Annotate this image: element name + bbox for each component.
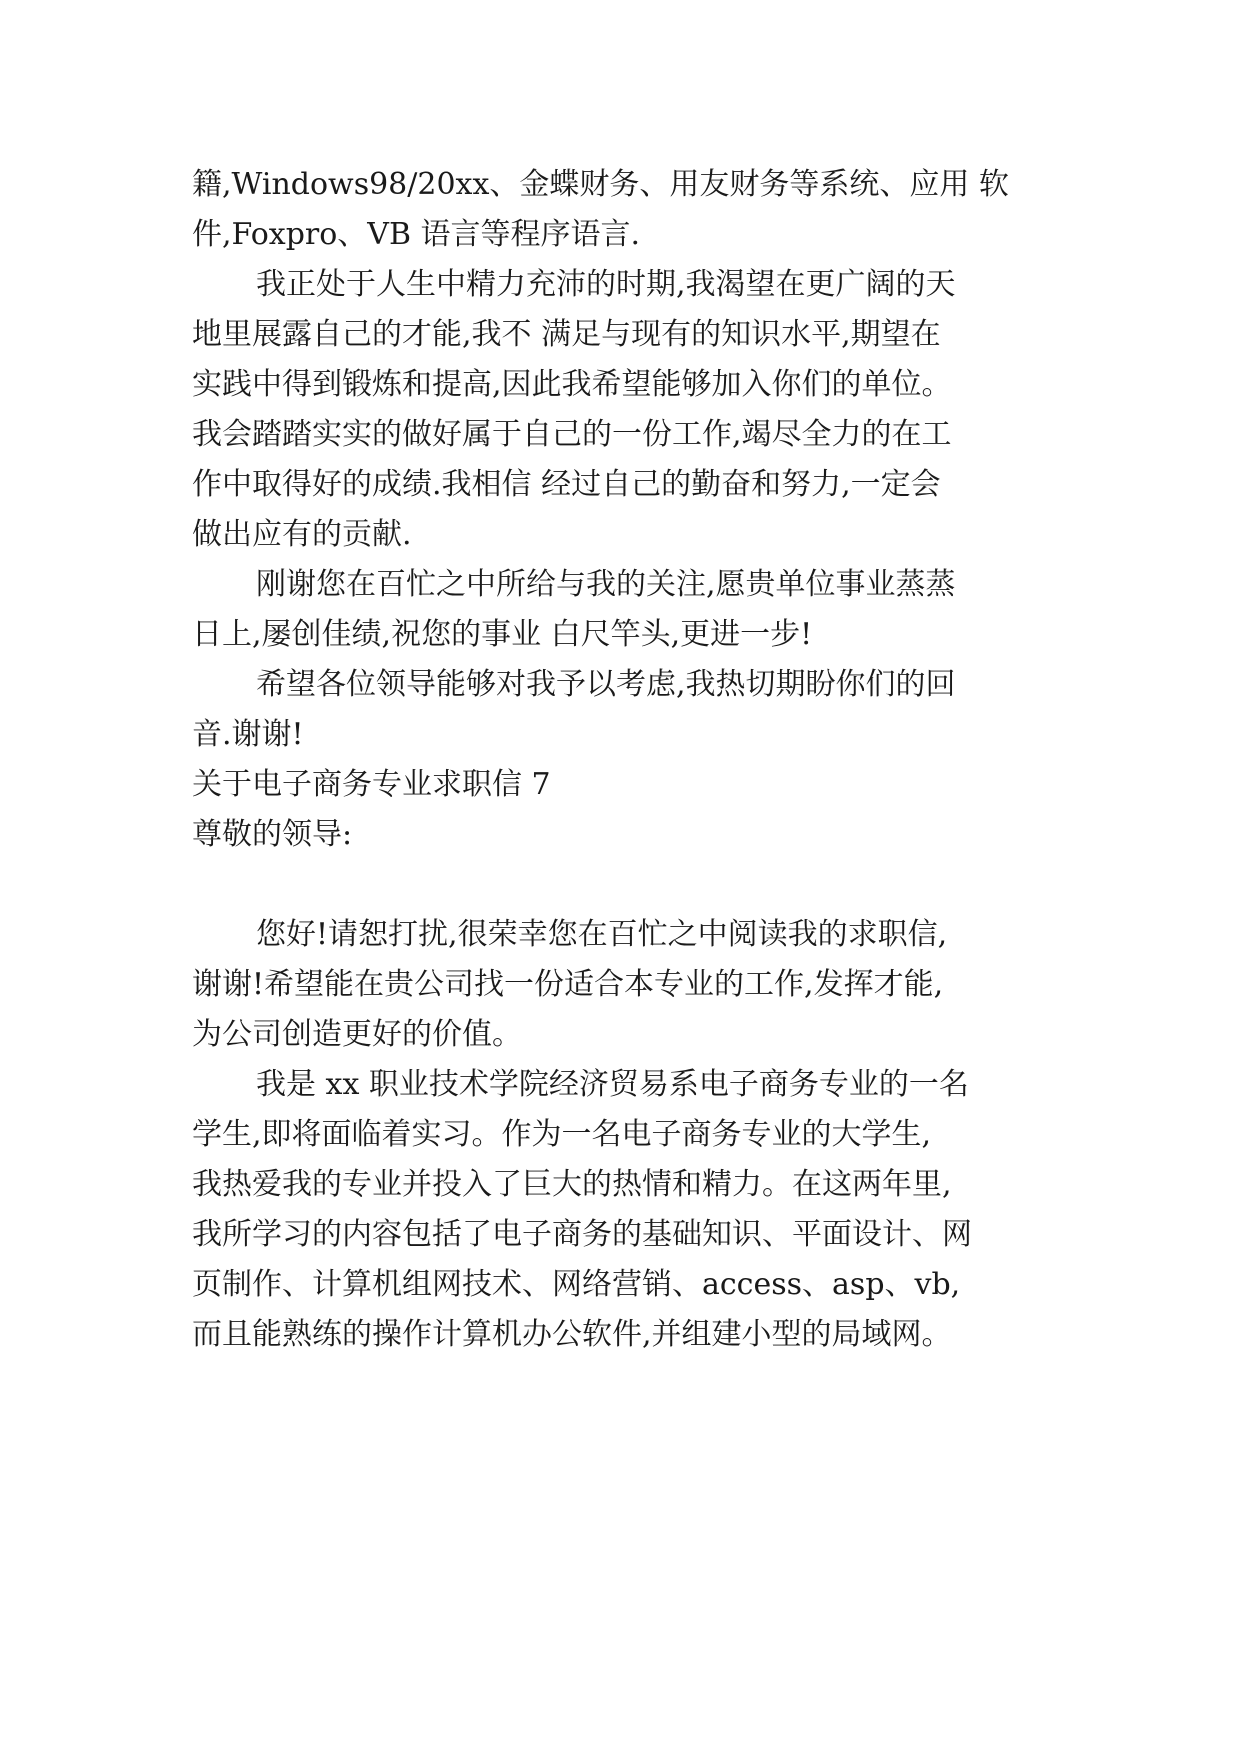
- paragraph-start: 刚谢您在百忙之中所给与我的关注,愿贵单位事业蒸蒸: [256, 567, 956, 602]
- paragraph-start: 我正处于人生中精力充沛的时期,我渴望在更广阔的天: [256, 267, 956, 302]
- section-heading: 关于电子商务专业求职信 7: [192, 767, 551, 802]
- text-line: 实践中得到锻炼和提高,因此我希望能够加入你们的单位。: [192, 367, 952, 402]
- text-line: 籍,Windows98/20xx、金蝶财务、用友财务等系统、应用 软: [192, 167, 1009, 202]
- text-line: 音.谢谢!: [192, 717, 304, 752]
- text-line: 我会踏踏实实的做好属于自己的一份工作,竭尽全力的在工: [192, 417, 952, 452]
- text-line: 学生,即将面临着实习。作为一名电子商务专业的大学生,: [192, 1117, 932, 1152]
- text-line: 件,Foxpro、VB 语言等程序语言.: [192, 217, 641, 252]
- text-line: 页制作、计算机组网技术、网络营销、access、asp、vb,: [192, 1267, 961, 1302]
- text-line: 为公司创造更好的价值。: [192, 1017, 522, 1052]
- paragraph-start: 您好!请恕打扰,很荣幸您在百忙之中阅读我的求职信,: [256, 917, 948, 952]
- text-line: 地里展露自己的才能,我不 满足与现有的知识水平,期望在: [192, 317, 941, 352]
- text-line: 我热爱我的专业并投入了巨大的热情和精力。在这两年里,: [192, 1167, 952, 1202]
- text-line: 日上,屡创佳绩,祝您的事业 白尺竿头,更进一步!: [192, 617, 813, 652]
- paragraph-start: 我是 xx 职业技术学院经济贸易系电子商务专业的一名: [256, 1067, 969, 1102]
- salutation: 尊敬的领导:: [192, 817, 353, 852]
- paragraph-start: 希望各位领导能够对我予以考虑,我热切期盼你们的回: [256, 667, 956, 702]
- text-line: 做出应有的贡献.: [192, 517, 412, 552]
- text-line: 而且能熟练的操作计算机办公软件,并组建小型的局域网。: [192, 1317, 952, 1352]
- text-line: 我所学习的内容包括了电子商务的基础知识、平面设计、网: [192, 1217, 972, 1252]
- text-line: 谢谢!希望能在贵公司找一份适合本专业的工作,发挥才能,: [192, 967, 944, 1002]
- text-line: 作中取得好的成绩.我相信 经过自己的勤奋和努力,一定会: [192, 467, 941, 502]
